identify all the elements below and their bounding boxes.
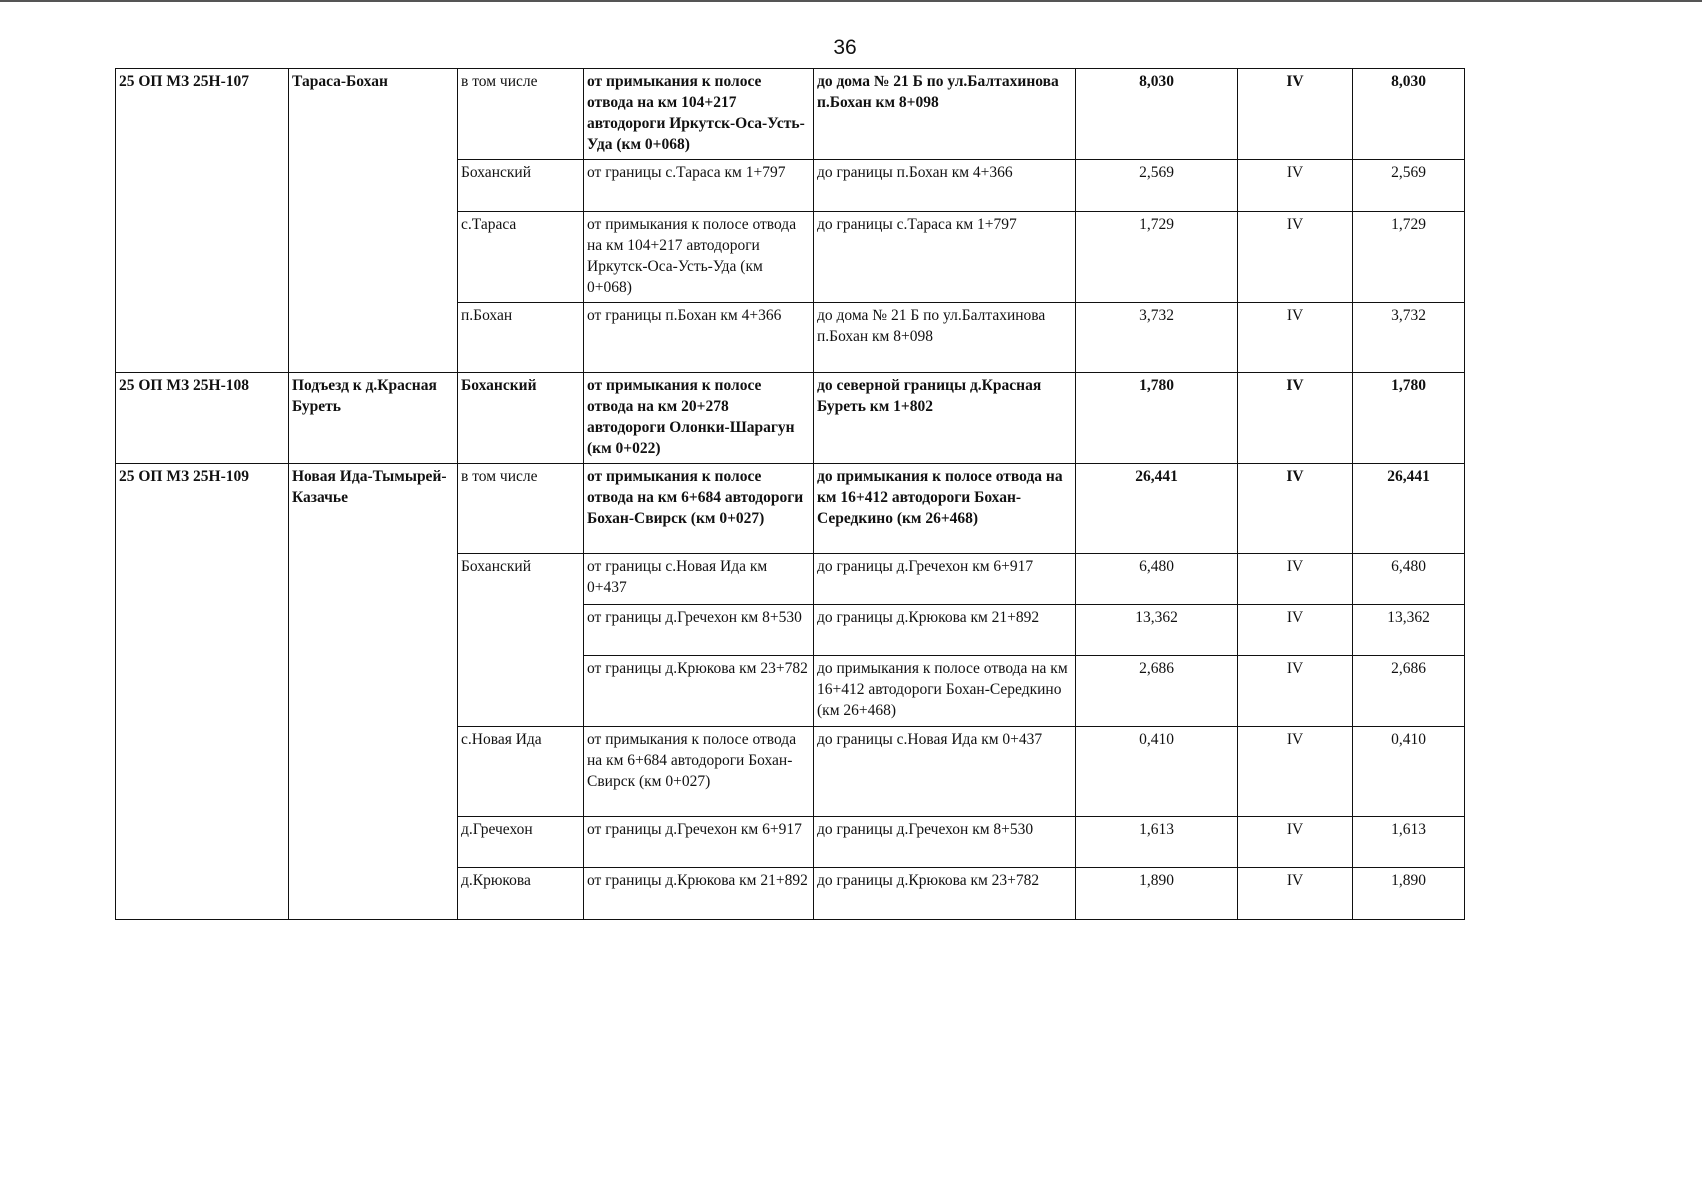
- category-cell: IV: [1238, 160, 1353, 212]
- to-cell: до границы с.Новая Ида км 0+437: [814, 727, 1076, 817]
- road-code: 25 ОП МЗ 25Н-108: [116, 373, 289, 464]
- from-cell: от границы д.Гречехон км 6+917: [584, 817, 814, 868]
- length-total-cell: 26,441: [1353, 464, 1465, 554]
- length-cell: 1,780: [1076, 373, 1238, 464]
- category-cell: IV: [1238, 373, 1353, 464]
- to-cell: до границы д.Крюкова км 23+782: [814, 868, 1076, 920]
- district-cell: Боханский: [458, 373, 584, 464]
- district-cell: с.Тараса: [458, 212, 584, 303]
- district-cell: в том числе: [458, 464, 584, 554]
- category-cell: IV: [1238, 727, 1353, 817]
- to-cell: до границы д.Гречехон км 8+530: [814, 817, 1076, 868]
- length-total-cell: 8,030: [1353, 69, 1465, 160]
- district-cell: д.Гречехон: [458, 817, 584, 868]
- to-cell: до границы п.Бохан км 4+366: [814, 160, 1076, 212]
- to-cell: до границы с.Тараса км 1+797: [814, 212, 1076, 303]
- length-total-cell: 1,613: [1353, 817, 1465, 868]
- to-cell: до северной границы д.Красная Буреть км 1+802: [814, 373, 1076, 464]
- from-cell: от границы д.Крюкова км 21+892: [584, 868, 814, 920]
- from-cell: от примыкания к полосе отвода на км 6+684 автодороги Бохан-Свирск (км 0+027): [584, 464, 814, 554]
- length-cell: 13,362: [1076, 605, 1238, 656]
- from-cell: от границы с.Тараса км 1+797: [584, 160, 814, 212]
- district-cell: Боханский: [458, 160, 584, 212]
- top-border-line: [0, 0, 1702, 2]
- length-total-cell: 6,480: [1353, 554, 1465, 605]
- length-total-cell: 2,686: [1353, 656, 1465, 727]
- district-cell: в том числе: [458, 69, 584, 160]
- to-cell: до примыкания к полосе отвода на км 16+412 автодороги Бохан-Середкино (км 26+468): [814, 656, 1076, 727]
- length-cell: 26,441: [1076, 464, 1238, 554]
- to-cell: до дома № 21 Б по ул.Балтахинова п.Бохан км 8+098: [814, 69, 1076, 160]
- length-cell: 8,030: [1076, 69, 1238, 160]
- district-cell: Боханский: [458, 554, 584, 727]
- road-name: Подъезд к д.Красная Буреть: [289, 373, 458, 464]
- length-total-cell: 0,410: [1353, 727, 1465, 817]
- length-total-cell: 13,362: [1353, 605, 1465, 656]
- from-cell: от примыкания к полосе отвода на км 6+684 автодороги Бохан-Свирск (км 0+027): [584, 727, 814, 817]
- length-cell: 1,613: [1076, 817, 1238, 868]
- to-cell: до границы д.Крюкова км 21+892: [814, 605, 1076, 656]
- category-cell: IV: [1238, 303, 1353, 373]
- to-cell: до дома № 21 Б по ул.Балтахинова п.Бохан км 8+098: [814, 303, 1076, 373]
- length-cell: 6,480: [1076, 554, 1238, 605]
- road-code: 25 ОП МЗ 25Н-109: [116, 464, 289, 920]
- table-row: [116, 69, 1465, 160]
- district-cell: с.Новая Ида: [458, 727, 584, 817]
- from-cell: от границы п.Бохан км 4+366: [584, 303, 814, 373]
- length-total-cell: 1,890: [1353, 868, 1465, 920]
- from-cell: от примыкания к полосе отвода на км 104+217 автодороги Иркутск-Оса-Усть-Уда (км 0+068): [584, 212, 814, 303]
- table-row: [116, 373, 1465, 464]
- roads-table: [115, 68, 1465, 920]
- length-total-cell: 2,569: [1353, 160, 1465, 212]
- district-cell: д.Крюкова: [458, 868, 584, 920]
- category-cell: IV: [1238, 69, 1353, 160]
- length-total-cell: 1,729: [1353, 212, 1465, 303]
- district-cell: п.Бохан: [458, 303, 584, 373]
- page-number: 36: [833, 36, 857, 59]
- from-cell: от границы д.Гречехон км 8+530: [584, 605, 814, 656]
- length-cell: 1,890: [1076, 868, 1238, 920]
- length-cell: 1,729: [1076, 212, 1238, 303]
- from-cell: от границы с.Новая Ида км 0+437: [584, 554, 814, 605]
- category-cell: IV: [1238, 464, 1353, 554]
- to-cell: до границы д.Гречехон км 6+917: [814, 554, 1076, 605]
- road-name: Новая Ида-Тымырей-Казачье: [289, 464, 458, 920]
- road-name: Тараса-Бохан: [289, 69, 458, 373]
- category-cell: IV: [1238, 212, 1353, 303]
- length-cell: 3,732: [1076, 303, 1238, 373]
- length-total-cell: 1,780: [1353, 373, 1465, 464]
- category-cell: IV: [1238, 817, 1353, 868]
- category-cell: IV: [1238, 868, 1353, 920]
- table-row: [116, 464, 1465, 554]
- from-cell: от примыкания к полосе отвода на км 104+217 автодороги Иркутск-Оса-Усть-Уда (км 0+068): [584, 69, 814, 160]
- road-code: 25 ОП МЗ 25Н-107: [116, 69, 289, 373]
- length-cell: 0,410: [1076, 727, 1238, 817]
- length-total-cell: 3,732: [1353, 303, 1465, 373]
- category-cell: IV: [1238, 656, 1353, 727]
- from-cell: от примыкания к полосе отвода на км 20+278 автодороги Олонки-Шарагун (км 0+022): [584, 373, 814, 464]
- to-cell: до примыкания к полосе отвода на км 16+412 автодороги Бохан-Середкино (км 26+468): [814, 464, 1076, 554]
- category-cell: IV: [1238, 554, 1353, 605]
- from-cell: от границы д.Крюкова км 23+782: [584, 656, 814, 727]
- length-cell: 2,569: [1076, 160, 1238, 212]
- length-cell: 2,686: [1076, 656, 1238, 727]
- category-cell: IV: [1238, 605, 1353, 656]
